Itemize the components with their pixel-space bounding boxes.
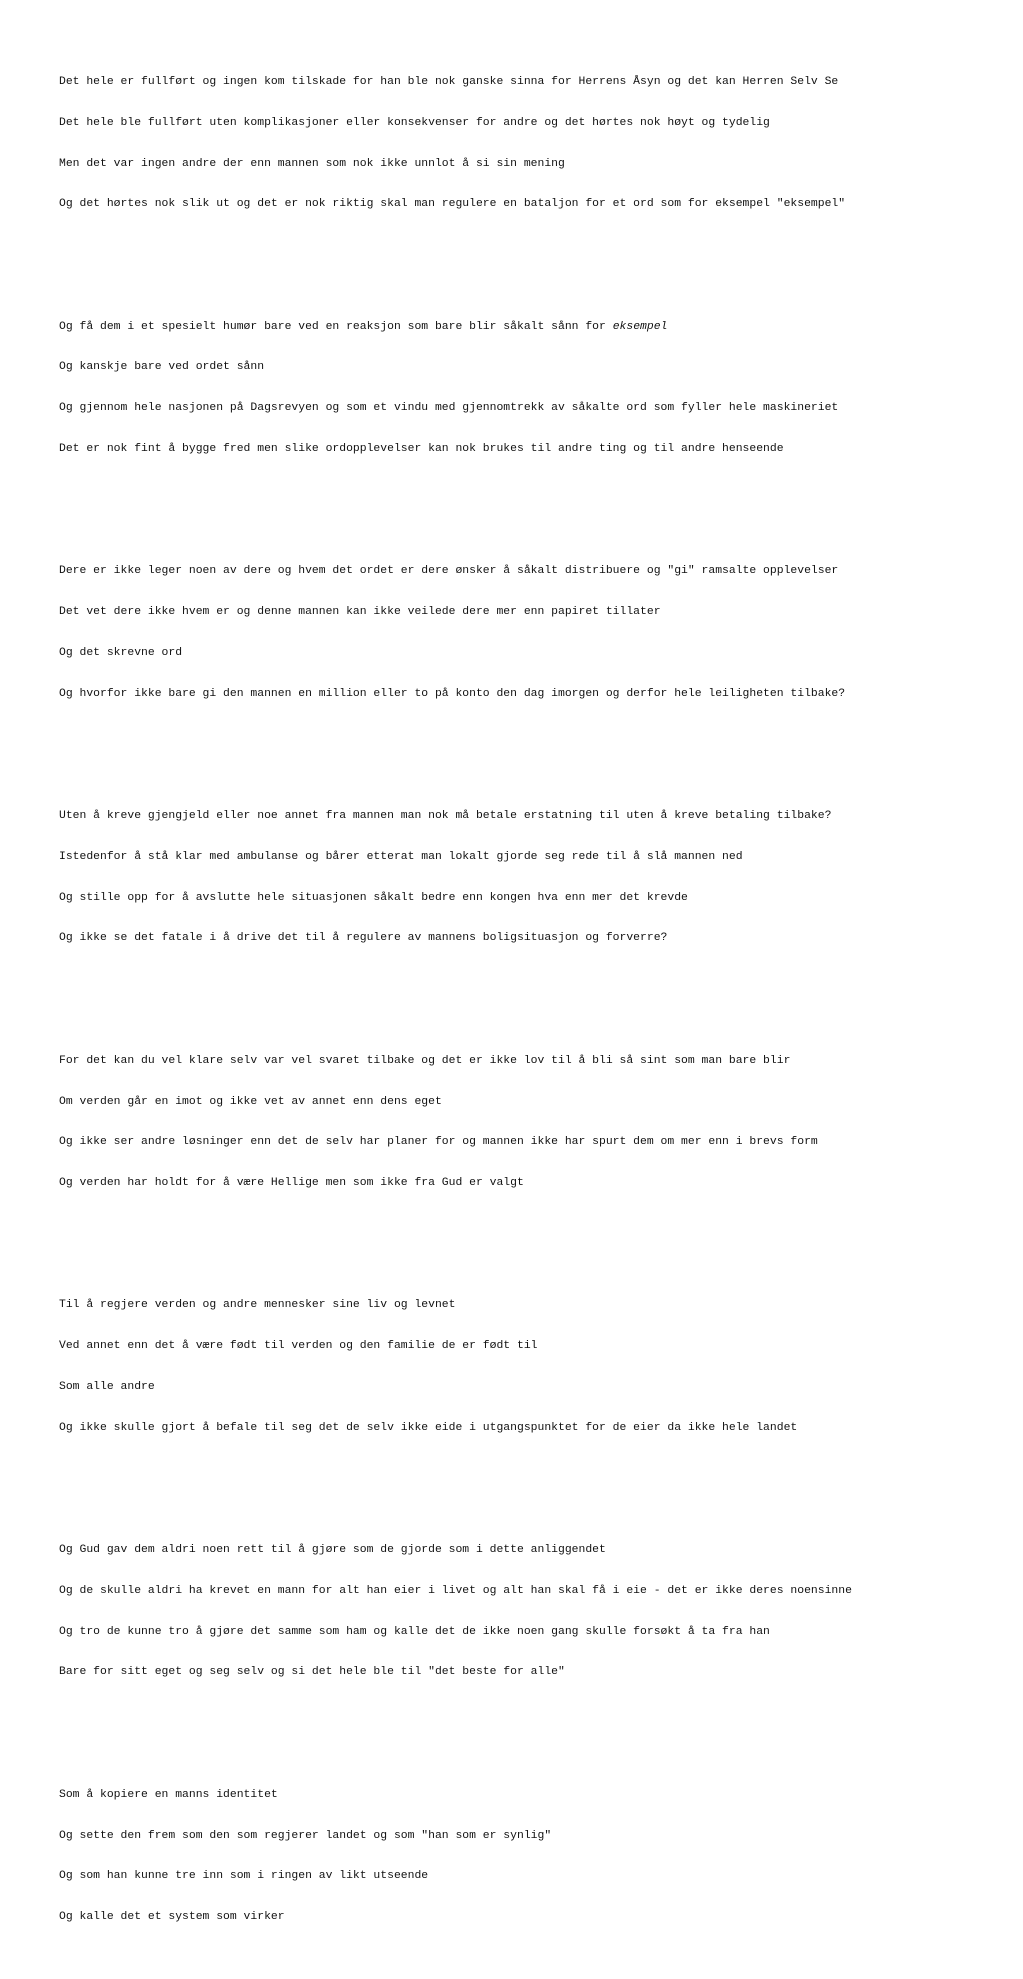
text-line: Og ikke se det fatale i å drive det til å regulere av mannens boligsituasjon og forverre? <box>59 932 668 945</box>
stanza-7 <box>59 1517 1019 1707</box>
text-line: Det hele ble fullført uten komplikasjoner eller konsekvenser for andre og det hørtes nok høyt og tydelig <box>59 116 770 129</box>
text-line: Det er nok fint å bygge fred men slike ordopplevelser kan nok brukes til andre ting og til andre henseende <box>59 443 784 455</box>
text-line: Om verden går en imot og ikke vet av annet enn dens eget <box>59 1095 442 1108</box>
text-line: Det vet dere ikke hvem er og denne mannen kan ikke veilede dere mer enn papiret tillater <box>59 606 661 619</box>
text-line: Og ikke skulle gjort å befale til seg det de selv ikke eide i utgangspunktet for de eier da ikke hele landet <box>59 1421 798 1434</box>
text-line: Og verden har holdt for å være Hellige men som ikke fra Gud er valgt <box>59 1177 524 1190</box>
text-line: Uten å kreve gjengjeld eller noe annet fra mannen man nok må betale erstatning til uten å kreve betaling tilbake? <box>59 810 832 823</box>
text-line: Og sette den frem som den som regjerer landet og som "han som er synlig" <box>59 1829 552 1842</box>
text-line-prefix: Og få dem i et spesielt humør bare ved en reaksjon som bare blir såkalt sånn for <box>59 320 613 333</box>
text-line: Men det var ingen andre der enn mannen som nok ikke unnlot å si sin mening <box>59 157 565 170</box>
text-line: Som å kopiere en manns identitet <box>59 1788 278 1801</box>
text-line: Og det skrevne ord <box>59 646 183 659</box>
stanza-3 <box>59 538 1019 728</box>
text-line: Til å regjere verden og andre mennesker sine liv og levnet <box>59 1299 456 1312</box>
text-line: Og det hørtes nok slik ut og det er nok riktig skal man regulere en bataljon for et ord som for eksempel "eksempel" <box>59 198 846 211</box>
stanza-5 <box>59 1028 1019 1218</box>
text-line: For det kan du vel klare selv var vel svaret tilbake og det er ikke lov til å bli så sint som man bare blir <box>59 1054 791 1067</box>
text-line: Ved annet enn det å være født til verden og den familie de er født til <box>59 1340 538 1353</box>
stanza-6 <box>59 1272 1019 1462</box>
text-line: Og tro de kunne tro å gjøre det samme som ham og kalle det de ikke noen gang skulle forsøkt å ta fra han <box>59 1625 770 1638</box>
emphasized-word: eksempel <box>612 320 668 333</box>
stanza-1 <box>59 49 1019 239</box>
text-line: Dere er ikke leger noen av dere og hvem det ordet er dere ønsker å såkalt distribuere og "gi" ramsalte opplevelser <box>59 565 839 578</box>
text-line: Som alle andre <box>59 1380 155 1393</box>
text-line: Og som han kunne tre inn som i ringen av likt utseende <box>59 1870 429 1883</box>
text-line <box>59 321 1019 335</box>
text-line: Og gjennom hele nasjonen på Dagsrevyen og som et vindu med gjennomtrekk av såkalte ord som fyller hele maskineriet <box>59 402 839 415</box>
stanza-8 <box>59 1762 1019 1952</box>
text-line: Istedenfor å stå klar med ambulanse og bårer etterat man lokalt gjorde seg rede til å slå mannen ned <box>59 850 743 863</box>
text-line: Det hele er fullført og ingen kom tilskade for han ble nok ganske sinna for Herrens Åsyn og det kan Herren Selv Se <box>59 75 839 88</box>
text-line: Og hvorfor ikke bare gi den mannen en million eller to på konto den dag imorgen og derfor hele leiligheten tilbake? <box>59 687 846 700</box>
stanza-4 <box>59 783 1019 973</box>
text-line: Og stille opp for å avslutte hele situasjonen såkalt bedre enn kongen hva enn mer det krevde <box>59 891 688 904</box>
stanza-2 <box>59 293 1019 483</box>
text-line: Og kalle det et system som virker <box>59 1911 285 1924</box>
document-body <box>59 8 1019 1979</box>
text-line: Og ikke ser andre løsninger enn det de selv har planer for og mannen ikke har spurt dem om mer enn i brevs form <box>59 1136 818 1149</box>
text-line: Bare for sitt eget og seg selv og si det hele ble til "det beste for alle" <box>59 1666 565 1679</box>
text-line: Og Gud gav dem aldri noen rett til å gjøre som de gjorde som i dette anliggendet <box>59 1544 606 1557</box>
text-line: Og kanskje bare ved ordet sånn <box>59 361 265 374</box>
text-line: Og de skulle aldri ha krevet en mann for alt han eier i livet og alt han skal få i eie - det er ikke deres noensinne <box>59 1584 852 1597</box>
